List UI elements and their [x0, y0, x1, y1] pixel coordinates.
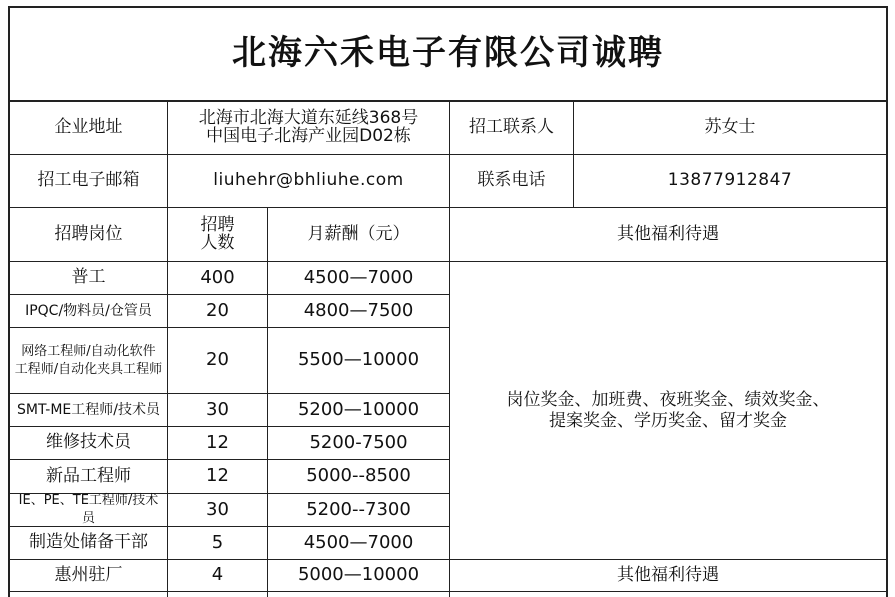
row-salary: 5200—10000 — [297, 398, 420, 420]
phone-value[interactable]: 13877912847 — [667, 170, 793, 191]
row-position: 普工 — [71, 267, 106, 288]
row-count: 20 — [206, 349, 229, 371]
row-position — [10, 328, 167, 393]
row-salary: 4500—7000 — [303, 531, 414, 553]
row-salary: 5000--8500 — [306, 465, 411, 487]
benefits-line-1: 岗位奖金、加班费、夜班奖金、绩效奖金、 — [506, 390, 830, 411]
address-label: 企业地址 — [54, 117, 123, 138]
benefits-line-2: 提案奖金、学历奖金、留才奖金 — [549, 410, 787, 431]
header-count — [168, 208, 267, 261]
row-count: 30 — [206, 498, 229, 520]
email-label: 招工电子邮箱 — [37, 170, 140, 191]
row-position: IPQC/物料员/仓管员 — [25, 302, 152, 319]
row-count: 4 — [211, 564, 224, 586]
contact-label: 招工联系人 — [469, 117, 554, 138]
header-count-line-2: 人数 — [200, 232, 235, 253]
header-count-line-1: 招聘 — [200, 214, 235, 235]
row-count: 12 — [206, 465, 229, 487]
row-position-line-1: 网络工程师/自动化软件 — [21, 343, 156, 359]
row-salary: 5000—10000 — [297, 564, 420, 586]
row-position: 新品工程师 — [46, 465, 131, 486]
row-benefits: 其他福利待遇 — [617, 564, 719, 585]
row-count: 12 — [206, 431, 229, 453]
row-count: 30 — [206, 398, 229, 420]
row-position: 制造处储备干部 — [29, 532, 148, 553]
row-position: 维修技术员 — [46, 432, 131, 453]
address-line-2: 中国电子北海产业园D02栋 — [206, 126, 411, 146]
row-count: 20 — [206, 299, 229, 321]
row-position: 惠州驻厂 — [54, 564, 123, 585]
frame-line — [886, 6, 888, 597]
contact-value: 苏女士 — [704, 117, 756, 138]
row-salary: 4800—7500 — [303, 299, 414, 321]
address-value — [168, 102, 449, 154]
benefits-cell — [450, 262, 886, 559]
header-salary: 月薪酬（元） — [307, 223, 410, 244]
row-salary: 4500—7000 — [303, 266, 414, 288]
email-value[interactable]: liuhehr@bhliuhe.com — [213, 170, 404, 191]
row-salary: 5200--7300 — [306, 498, 411, 520]
row-position-line-2: 工程师/自动化夹具工程师 — [14, 361, 163, 377]
row-salary: 5500—10000 — [297, 349, 420, 371]
row-position: IE、PE、TE工程师/技术员 — [18, 493, 159, 526]
row-count: 400 — [200, 266, 235, 288]
phone-label: 联系电话 — [477, 170, 546, 191]
address-line-1: 北海市北海大道东延线368号 — [198, 108, 419, 129]
page-title: 北海六禾电子有限公司诚聘 — [232, 33, 664, 74]
row-count: 5 — [211, 531, 224, 553]
row-position: SMT-ME工程师/技术员 — [17, 401, 160, 418]
row-salary: 5200-7500 — [309, 431, 408, 453]
header-benefits: 其他福利待遇 — [617, 223, 719, 244]
frame-line — [8, 591, 887, 592]
header-position: 招聘岗位 — [54, 223, 123, 244]
